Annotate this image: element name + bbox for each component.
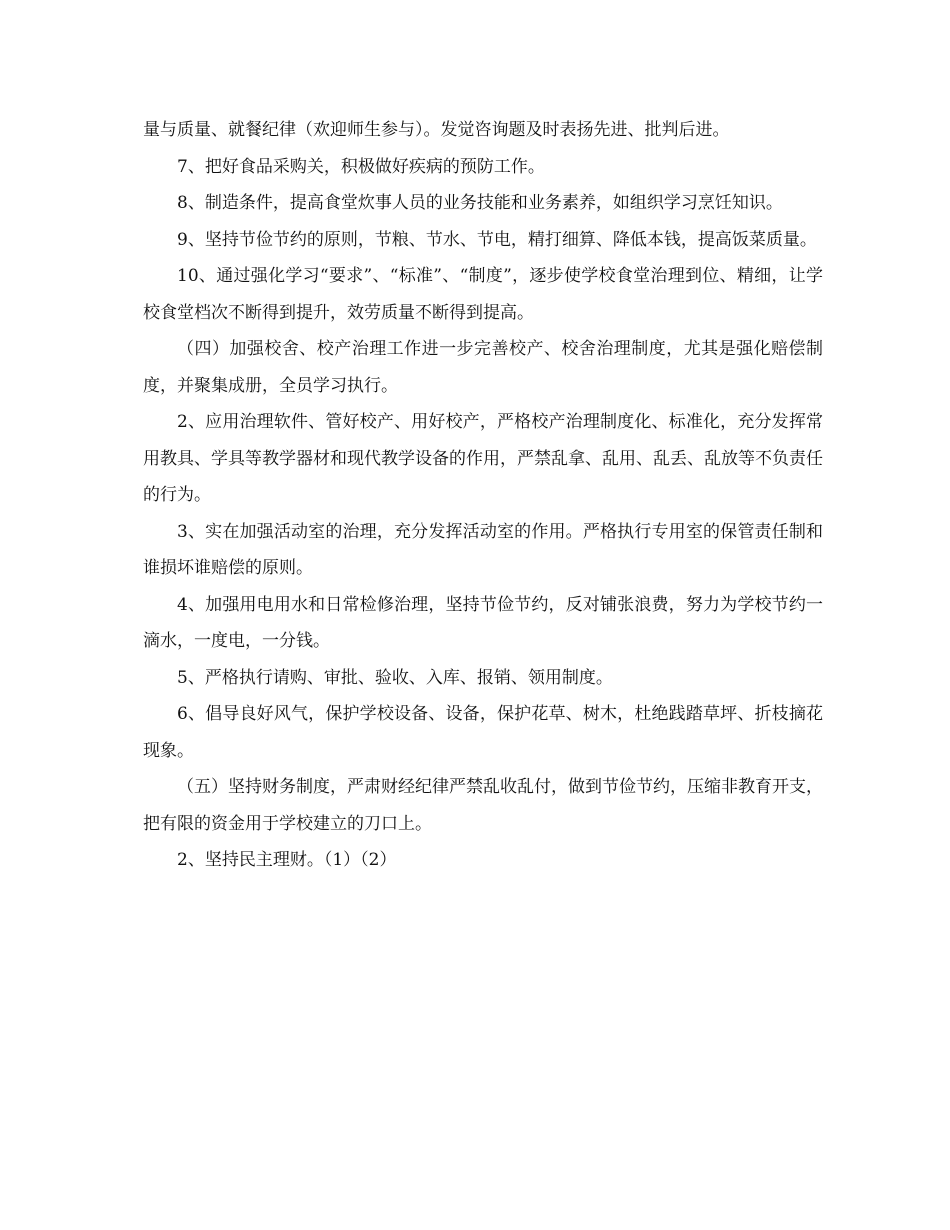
paragraph-3: 8、制造条件，提高食堂炊事人员的业务技能和业务素养，如组织学习烹饪知识。 [177,193,783,213]
paragraph-2: 7、把好食品采购关，积极做好疾病的预防工作。 [177,156,545,177]
paragraph-5: 10、通过强化学习“要求”、“标准”、“制度”，逐步使学校食堂治理到位、精细，让学校食堂档次不断得到提升，效劳质量不断得到提高。 [143,266,823,323]
paragraph-12: （五）坚持财务制度，严肃财经纪律严禁乱收乱付，做到节俭节约，压缩非教育开支，把有限的资金用于学校建立的刀口上。 [143,777,823,834]
paragraph-10: 5、严格执行请购、审批、验收、入库、报销、领用制度。 [177,667,613,688]
document-body [143,112,823,879]
paragraph-13: 2、坚持民主理财。（1）（2） [177,850,397,870]
paragraph-1: 量与质量、就餐纪律（欢迎师生参与）。发觉咨询题及时表扬先进、批判后进。 [143,120,730,140]
paragraph-11: 6、倡导良好风气，保护学校设备、设备，保护花草、树木，杜绝践踏草坪、折枝摘花现象。 [143,704,823,761]
paragraph-4: 9、坚持节俭节约的原则，节粮、节水、节电，精打细算、降低本钱，提高饭菜质量。 [177,229,817,250]
paragraph-7: 2、应用治理软件、管好校产、用好校产，严格校产治理制度化、标准化，充分发挥常用教具、学具等教学器材和现代教学设备的作用，严禁乱拿、乱用、乱丢、乱放等不负责任的行为。 [143,412,823,505]
paragraph-8: 3、实在加强活动室的治理，充分发挥活动室的作用。严格执行专用室的保管责任制和谁损坏谁赔偿的原则。 [143,521,823,578]
paragraph-6: （四）加强校舍、校产治理工作进一步完善校产、校舍治理制度，尤其是强化赔偿制度，并聚集成册，全员学习执行。 [143,339,823,396]
paragraph-9: 4、加强用电用水和日常检修治理，坚持节俭节约，反对铺张浪费，努力为学校节约一滴水，一度电，一分钱。 [143,594,823,651]
